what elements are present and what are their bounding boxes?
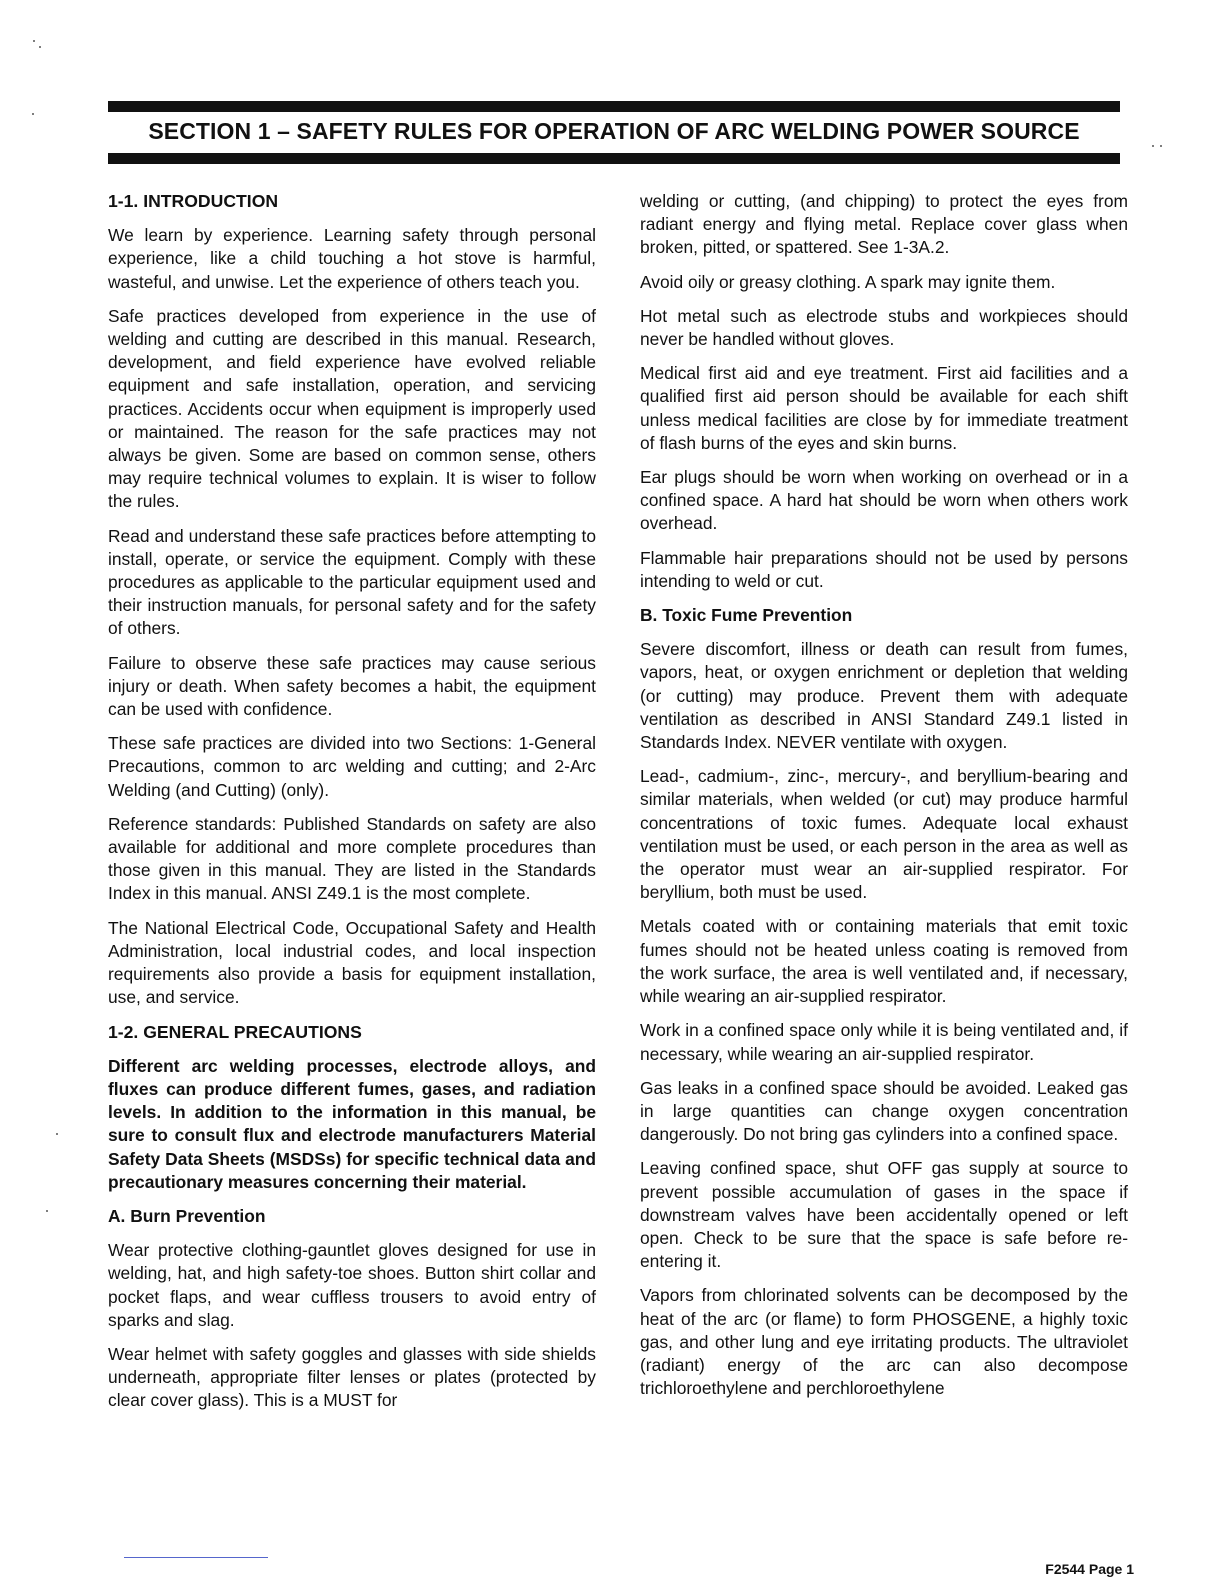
paragraph: Safe practices developed from experience in the use of welding and cutting are described in this manual. Research, development, and field experience have evolved reliable equipment and safe installation, operation, and servicing practices. Accidents occur when equipment is improperly used or maintained. The reason for the safe practices may not always be given. Some are based on common sense, others may require technical volumes to explain. It is wiser to follow the rules.	[108, 305, 596, 512]
paragraph: Leaving confined space, shut OFF gas supply at source to prevent possible accumulation of gases in the space if downstream valves have been accidentally opened or left open. Check to be sure that the space is safe before re-entering it.	[640, 1158, 1128, 1272]
section-heading: 1-2. GENERAL PRECAUTIONS	[108, 1021, 362, 1042]
paragraph: welding or cutting, (and chipping) to protect the eyes from radiant energy and flying metal. Replace cover glass when broken, pitted, or spattered. See 1-3A.2.	[640, 191, 1128, 258]
subsection-heading: B. Toxic Fume Prevention	[640, 605, 853, 626]
scan-speck	[33, 40, 35, 42]
paragraph: Medical first aid and eye treatment. First aid facilities and a qualified first aid person should be available for each shift unless medical facilities are close by for immediate treatment of flash burns of the eyes and skin burns.	[640, 363, 1128, 453]
paragraph: Gas leaks in a confined space should be avoided. Leaked gas in large quantities can change oxygen concentration dangerously. Do not bring gas cylinders into a confined space.	[640, 1077, 1128, 1145]
paragraph: Severe discomfort, illness or death can result from fumes, vapors, heat, or oxygen enrichment or depletion that welding (or cutting) may produce. Prevent them with adequate ventilation as described in ANSI Standard Z49.1 listed in Standards Index. NEVER ventilate with oxygen.	[640, 639, 1128, 753]
scan-speck	[46, 1210, 48, 1212]
paragraph: Metals coated with or containing materials that emit toxic fumes should not be heated unless coating is removed from the work surface, the area is well ventilated and, if necessary, while wearing an air-supplied respirator.	[640, 916, 1128, 1007]
paragraph: Flammable hair preparations should not be used by persons intending to weld or cut.	[640, 547, 1128, 591]
paragraph: Work in a confined space only while it is being ventilated and, if necessary, while wearing an air-supplied respirator.	[640, 1020, 1128, 1064]
paragraph: Wear protective clothing-gauntlet gloves designed for use in welding, hat, and high safety-toe shoes. Button shirt collar and pocket flaps, and wear cuffless trousers to avoid entry of sparks and slag.	[108, 1240, 596, 1330]
left-column	[108, 190, 596, 1424]
scan-speck	[1160, 145, 1162, 147]
paragraph: These safe practices are divided into two Sections: 1-General Precautions, common to arc welding and cutting; and 2-Arc Welding (and Cutting) (only).	[108, 733, 596, 800]
footnote-rule	[124, 1557, 268, 1558]
paragraph: Avoid oily or greasy clothing. A spark may ignite them.	[640, 271, 1056, 292]
subsection-heading: A. Burn Prevention	[108, 1205, 266, 1226]
paragraph: Reference standards: Published Standards on safety are also available for additional and more complete procedures than those given in this manual. They are listed in the Standards Index in this manual. ANSI Z49.1 is the most complete.	[108, 813, 596, 904]
paragraph: Wear helmet with safety goggles and glasses with side shields underneath, appropriate filter lenses or plates (protected by clear cover glass). This is a MUST for	[108, 1343, 596, 1411]
paragraph: We learn by experience. Learning safety through personal experience, like a child touching a hot stove is harmful, wasteful, and unwise. Let the experience of others teach you.	[108, 225, 596, 292]
scan-speck	[1152, 145, 1154, 147]
section-title: SECTION 1 – SAFETY RULES FOR OPERATION OF ARC WELDING POWER SOURCE	[148, 118, 1080, 144]
right-column	[640, 190, 1128, 1411]
paragraph: Failure to observe these safe practices may cause serious injury or death. When safety becomes a habit, the equipment can be used with confidence.	[108, 652, 596, 720]
page-footer: F2544 Page 1	[1045, 1561, 1134, 1577]
paragraph: Ear plugs should be worn when working on overhead or in a confined space. A hard hat should be worn when others work overhead.	[640, 467, 1128, 534]
paragraph: The National Electrical Code, Occupational Safety and Health Administration, local industrial codes, and local inspection requirements also provide a basis for equipment installation, use, and service.	[108, 917, 596, 1008]
header-rule-top	[108, 101, 1120, 112]
paragraph: Read and understand these safe practices before attempting to install, operate, or service the equipment. Comply with these procedures as applicable to the particular equipment used and their instruction manuals, for personal safety and for the safety of others.	[108, 525, 596, 639]
scan-speck	[56, 1133, 58, 1135]
scan-speck	[32, 113, 34, 115]
paragraph: Lead-, cadmium-, zinc-, mercury-, and beryllium-bearing and similar materials, when welded (or cut) may produce harmful concentrations of toxic fumes. Adequate local exhaust ventilation must be used, or each person in the area as well as the operator must wear an air-supplied respirator. For beryllium, both must be used.	[640, 766, 1128, 903]
header-rule-bottom	[108, 153, 1120, 164]
paragraph: Hot metal such as electrode stubs and workpieces should never be handled without gloves.	[640, 305, 1128, 350]
section-heading: 1-1. INTRODUCTION	[108, 191, 279, 211]
paragraph: Vapors from chlorinated solvents can be decomposed by the heat of the arc (or flame) to form PHOSGENE, a highly toxic gas, and other lung and eye irritating products. The ultraviolet (radiant) energy of the arc can also decompose trichloroethylene and perchloroethylene	[640, 1285, 1128, 1399]
bold-paragraph: Different arc welding processes, electrode alloys, and fluxes can produce different fumes, gases, and radiation levels. In addition to the information in this manual, be sure to consult flux and electrode manufacturers Material Safety Data Sheets (MSDSs) for specific technical data and precautionary measures concerning their material.	[108, 1055, 596, 1192]
scan-speck	[39, 46, 41, 48]
